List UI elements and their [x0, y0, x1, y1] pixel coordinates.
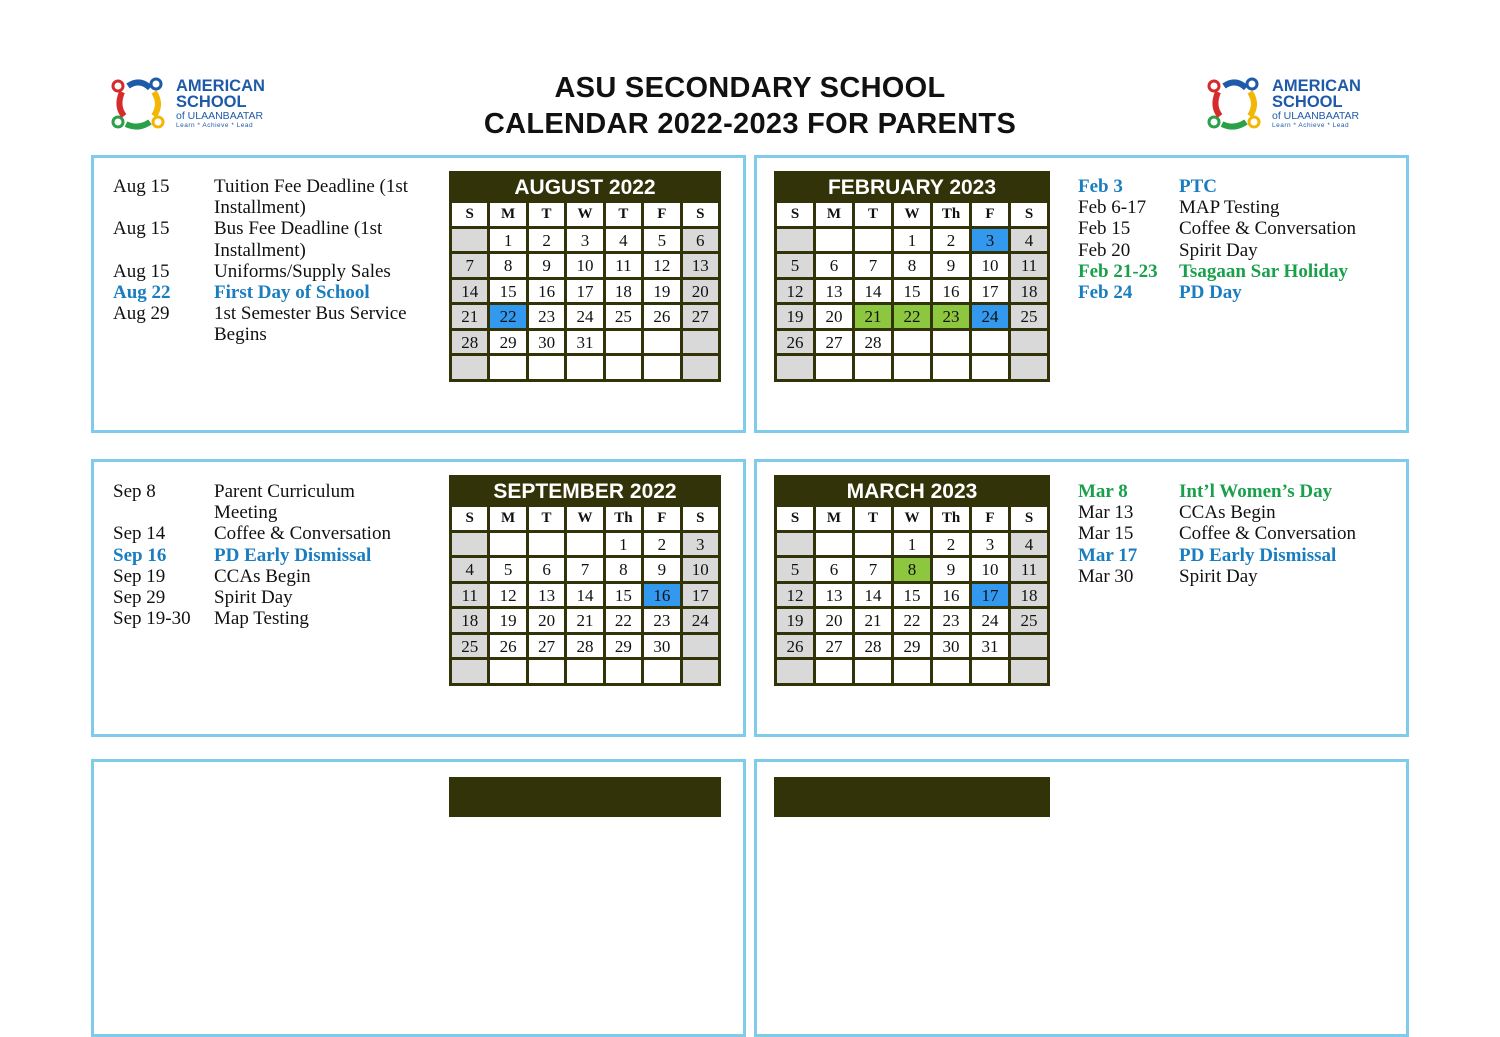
day-cell: 25 — [606, 305, 641, 328]
day-cell: 26 — [777, 635, 813, 658]
event-item — [1078, 197, 1379, 218]
day-cell: 3 — [683, 533, 718, 556]
weekday-header: Th — [933, 203, 969, 226]
day-cell: 8 — [894, 558, 930, 581]
day-cell: 18 — [452, 609, 487, 632]
day-cell: 28 — [855, 635, 891, 658]
empty-cell — [644, 331, 679, 354]
day-cell: 9 — [933, 558, 969, 581]
day-cell: 19 — [490, 609, 525, 632]
event-item — [1078, 261, 1379, 282]
day-cell: 22 — [606, 609, 641, 632]
day-cell: 21 — [567, 609, 602, 632]
event-item — [113, 303, 414, 345]
empty-cell — [1011, 660, 1047, 683]
weekday-header: T — [855, 507, 891, 530]
weekday-header: W — [894, 507, 930, 530]
event-date: Sep 8 — [113, 481, 156, 502]
month-title: FEBRUARY 2023 — [827, 176, 997, 199]
day-cell: 21 — [452, 305, 487, 328]
day-cell: 4 — [1011, 533, 1047, 556]
weekday-header: Th — [606, 507, 641, 530]
day-cell: 1 — [606, 533, 641, 556]
day-cell: 8 — [490, 254, 525, 277]
day-cell: 30 — [529, 331, 564, 354]
event-date: Feb 24 — [1078, 282, 1133, 304]
empty-cell — [452, 356, 487, 379]
empty-cell — [972, 356, 1008, 379]
day-cell: 7 — [855, 558, 891, 581]
event-text: Parent Curriculum Meeting — [214, 481, 355, 524]
weekday-header: S — [452, 507, 487, 530]
day-cell: 12 — [644, 254, 679, 277]
empty-cell — [777, 660, 813, 683]
event-date: Aug 15 — [113, 176, 170, 197]
event-list — [1078, 176, 1379, 303]
empty-cell — [894, 356, 930, 379]
day-cell: 29 — [490, 331, 525, 354]
day-cell: 16 — [933, 280, 969, 303]
day-cell: 25 — [1011, 305, 1047, 328]
event-text: Coffee & Conversation — [1179, 218, 1356, 240]
day-cell: 10 — [972, 254, 1008, 277]
empty-cell — [529, 356, 564, 379]
calendar-grid — [452, 507, 718, 683]
empty-cell — [606, 331, 641, 354]
empty-cell — [1011, 356, 1047, 379]
logo-figures-icon — [1206, 76, 1262, 132]
event-date: Feb 15 — [1078, 218, 1131, 240]
weekday-header: T — [529, 507, 564, 530]
empty-cell — [855, 356, 891, 379]
empty-cell — [452, 533, 487, 556]
event-item — [113, 566, 414, 587]
day-cell: 18 — [1011, 280, 1047, 303]
empty-cell — [816, 229, 852, 252]
day-cell: 10 — [972, 558, 1008, 581]
event-text: CCAs Begin — [214, 565, 311, 587]
day-cell: 10 — [683, 558, 718, 581]
empty-cell — [529, 660, 564, 683]
day-cell: 16 — [644, 584, 679, 607]
weekday-header: W — [894, 203, 930, 226]
day-cell: 1 — [894, 533, 930, 556]
day-cell: 27 — [816, 635, 852, 658]
day-cell: 21 — [855, 305, 891, 328]
day-cell: 8 — [894, 254, 930, 277]
day-cell: 29 — [894, 635, 930, 658]
event-text: PD Day — [1179, 282, 1242, 304]
event-text: Spirit Day — [1179, 565, 1258, 587]
empty-cell — [683, 331, 718, 354]
event-text: Spirit Day — [1179, 239, 1258, 261]
school-logo-left — [110, 76, 280, 136]
event-item — [113, 261, 414, 282]
event-date: Aug 15 — [113, 218, 170, 240]
weekday-header: M — [490, 203, 525, 226]
empty-cell — [529, 533, 564, 556]
logo-tagline: Learn * Achieve * Lead — [1272, 122, 1350, 129]
day-cell: 26 — [644, 305, 679, 328]
day-cell: 7 — [567, 558, 602, 581]
event-text: First Day of School — [214, 282, 370, 304]
weekday-header: T — [606, 203, 641, 226]
day-cell: 15 — [490, 280, 525, 303]
empty-cell — [567, 356, 602, 379]
day-cell: 7 — [452, 254, 487, 277]
weekday-header: S — [683, 203, 718, 226]
day-cell: 20 — [529, 609, 564, 632]
empty-cell — [933, 660, 969, 683]
event-text: Map Testing — [214, 608, 309, 630]
day-cell: 9 — [529, 254, 564, 277]
empty-cell — [933, 331, 969, 354]
empty-cell — [972, 331, 1008, 354]
event-list — [113, 481, 414, 629]
weekday-header: S — [777, 507, 813, 530]
day-cell: 23 — [644, 609, 679, 632]
empty-cell — [1011, 635, 1047, 658]
page-title-line1: ASU SECONDARY SCHOOL — [554, 72, 946, 104]
month-calendar — [774, 475, 1050, 686]
month-calendar — [449, 171, 721, 382]
empty-cell — [855, 660, 891, 683]
event-list — [1078, 481, 1379, 587]
day-cell: 1 — [894, 229, 930, 252]
day-cell: 28 — [567, 635, 602, 658]
logo-text: AMERICAN SCHOOL — [176, 77, 265, 111]
weekday-header: W — [567, 203, 602, 226]
weekday-header: S — [683, 507, 718, 530]
empty-cell — [606, 660, 641, 683]
day-cell: 14 — [855, 280, 891, 303]
empty-cell — [567, 533, 602, 556]
event-date: Sep 16 — [113, 544, 167, 566]
event-text: Tsagaan Sar Holiday — [1179, 260, 1348, 282]
panel-next-left — [91, 759, 746, 1037]
event-item — [113, 282, 414, 303]
weekday-header: T — [855, 203, 891, 226]
weekday-header: S — [1011, 203, 1047, 226]
event-date: Mar 15 — [1078, 523, 1134, 545]
calendar-grid — [777, 507, 1047, 683]
day-cell: 8 — [606, 558, 641, 581]
day-cell: 11 — [606, 254, 641, 277]
day-cell: 14 — [855, 584, 891, 607]
day-cell: 22 — [894, 609, 930, 632]
day-cell: 2 — [933, 229, 969, 252]
empty-cell — [816, 356, 852, 379]
day-cell: 27 — [683, 305, 718, 328]
event-text: Uniforms/Supply Sales — [214, 260, 391, 282]
empty-cell — [855, 533, 891, 556]
day-cell: 13 — [529, 584, 564, 607]
day-cell: 27 — [816, 331, 852, 354]
event-date: Sep 19-30 — [113, 608, 191, 630]
day-cell: 17 — [567, 280, 602, 303]
day-cell: 19 — [777, 609, 813, 632]
event-date: Mar 8 — [1078, 481, 1128, 502]
empty-cell — [490, 533, 525, 556]
day-cell: 12 — [490, 584, 525, 607]
event-text: Tuition Fee Deadline (1st Installment) — [214, 176, 409, 219]
month-title: MARCH 2023 — [846, 480, 978, 503]
day-cell: 7 — [855, 254, 891, 277]
month-title: AUGUST 2022 — [514, 176, 656, 199]
empty-cell — [933, 356, 969, 379]
event-text: Bus Fee Deadline (1st Installment) — [214, 218, 383, 261]
day-cell: 24 — [683, 609, 718, 632]
day-cell: 21 — [855, 609, 891, 632]
event-text: PD Early Dismissal — [214, 544, 372, 566]
event-text: Spirit Day — [214, 587, 293, 609]
day-cell: 17 — [972, 584, 1008, 607]
event-date: Sep 19 — [113, 565, 166, 587]
weekday-header: F — [644, 507, 679, 530]
event-item — [1078, 481, 1379, 502]
logo-subtext: of ULAANBAATAR — [176, 110, 264, 122]
day-cell: 11 — [452, 584, 487, 607]
event-item — [1078, 218, 1379, 239]
day-cell: 20 — [683, 280, 718, 303]
day-cell: 17 — [683, 584, 718, 607]
empty-cell — [816, 660, 852, 683]
day-cell: 22 — [490, 305, 525, 328]
empty-cell — [972, 660, 1008, 683]
day-cell: 31 — [972, 635, 1008, 658]
day-cell: 3 — [567, 229, 602, 252]
day-cell: 26 — [777, 331, 813, 354]
calendar-grid — [452, 203, 718, 379]
day-cell: 18 — [606, 280, 641, 303]
event-text: PD Early Dismissal — [1179, 544, 1337, 566]
empty-cell — [452, 660, 487, 683]
day-cell: 6 — [816, 558, 852, 581]
event-list — [113, 176, 414, 346]
empty-cell — [683, 356, 718, 379]
day-cell: 31 — [567, 331, 602, 354]
day-cell: 23 — [933, 305, 969, 328]
weekday-header: W — [567, 507, 602, 530]
event-text: Coffee & Conversation — [214, 523, 391, 545]
day-cell: 6 — [683, 229, 718, 252]
day-cell: 5 — [644, 229, 679, 252]
empty-cell — [490, 356, 525, 379]
day-cell: 15 — [606, 584, 641, 607]
empty-cell — [894, 331, 930, 354]
event-date: Feb 20 — [1078, 239, 1131, 261]
day-cell: 26 — [490, 635, 525, 658]
day-cell: 28 — [855, 331, 891, 354]
day-cell: 18 — [1011, 584, 1047, 607]
day-cell: 4 — [1011, 229, 1047, 252]
day-cell: 24 — [972, 609, 1008, 632]
event-item — [1078, 523, 1379, 544]
empty-cell — [777, 229, 813, 252]
empty-cell — [1011, 331, 1047, 354]
day-cell: 12 — [777, 584, 813, 607]
weekday-header: F — [644, 203, 679, 226]
day-cell: 19 — [644, 280, 679, 303]
day-cell: 29 — [606, 635, 641, 658]
day-cell: 30 — [933, 635, 969, 658]
day-cell: 5 — [490, 558, 525, 581]
day-cell: 3 — [972, 229, 1008, 252]
event-date: Aug 15 — [113, 260, 170, 282]
event-date: Mar 30 — [1078, 565, 1134, 587]
event-item — [113, 481, 414, 523]
empty-cell — [777, 533, 813, 556]
empty-cell — [644, 356, 679, 379]
day-cell: 13 — [683, 254, 718, 277]
day-cell: 3 — [972, 533, 1008, 556]
day-cell: 11 — [1011, 254, 1047, 277]
day-cell: 17 — [972, 280, 1008, 303]
day-cell: 23 — [933, 609, 969, 632]
event-date: Feb 6-17 — [1078, 197, 1147, 219]
event-item — [1078, 566, 1379, 587]
day-cell: 25 — [452, 635, 487, 658]
day-cell: 2 — [933, 533, 969, 556]
day-cell: 20 — [816, 609, 852, 632]
day-cell: 6 — [529, 558, 564, 581]
empty-cell — [567, 660, 602, 683]
day-cell: 11 — [1011, 558, 1047, 581]
day-cell: 14 — [452, 280, 487, 303]
event-date: Feb 3 — [1078, 176, 1123, 197]
event-item — [113, 587, 414, 608]
day-cell: 28 — [452, 331, 487, 354]
day-cell: 30 — [644, 635, 679, 658]
empty-cell — [894, 660, 930, 683]
day-cell: 4 — [606, 229, 641, 252]
event-item — [1078, 502, 1379, 523]
school-logo-right — [1206, 76, 1376, 136]
day-cell: 24 — [972, 305, 1008, 328]
logo-figures-icon — [110, 76, 166, 132]
day-cell: 14 — [567, 584, 602, 607]
day-cell: 20 — [816, 305, 852, 328]
empty-cell — [490, 660, 525, 683]
day-cell: 24 — [567, 305, 602, 328]
event-item — [113, 523, 414, 544]
event-text: PTC — [1179, 176, 1217, 197]
panel-next-right — [754, 759, 1409, 1037]
event-text: Int’l Women’s Day — [1179, 481, 1333, 502]
month-calendar — [449, 475, 721, 686]
weekday-header: M — [490, 507, 525, 530]
weekday-header: Th — [933, 507, 969, 530]
day-cell: 2 — [529, 229, 564, 252]
logo-tagline: Learn * Achieve * Lead — [176, 122, 254, 129]
event-item — [1078, 176, 1379, 197]
month-title: SEPTEMBER 2022 — [493, 480, 677, 503]
day-cell: 13 — [816, 584, 852, 607]
logo-subtext: of ULAANBAATAR — [1272, 110, 1360, 122]
weekday-header: T — [529, 203, 564, 226]
day-cell: 23 — [529, 305, 564, 328]
event-item — [1078, 545, 1379, 566]
empty-cell — [855, 229, 891, 252]
day-cell: 6 — [816, 254, 852, 277]
event-date: Sep 29 — [113, 587, 166, 609]
day-cell: 9 — [644, 558, 679, 581]
day-cell: 5 — [777, 254, 813, 277]
day-cell: 27 — [529, 635, 564, 658]
event-date: Mar 13 — [1078, 502, 1134, 524]
day-cell: 9 — [933, 254, 969, 277]
empty-cell — [777, 356, 813, 379]
calendar-grid — [777, 203, 1047, 379]
event-date: Aug 22 — [113, 282, 171, 304]
day-cell: 15 — [894, 280, 930, 303]
weekday-header: S — [777, 203, 813, 226]
day-cell: 25 — [1011, 609, 1047, 632]
day-cell: 4 — [452, 558, 487, 581]
weekday-header: F — [972, 203, 1008, 226]
weekday-header: S — [452, 203, 487, 226]
empty-cell — [683, 635, 718, 658]
empty-cell — [816, 533, 852, 556]
logo-text: AMERICAN SCHOOL — [1272, 77, 1361, 111]
event-item — [1078, 240, 1379, 261]
event-item — [113, 608, 414, 629]
day-cell: 22 — [894, 305, 930, 328]
event-date: Aug 29 — [113, 303, 170, 325]
weekday-header: F — [972, 507, 1008, 530]
day-cell: 5 — [777, 558, 813, 581]
event-text: 1st Semester Bus Service Begins — [214, 303, 407, 346]
event-item — [113, 218, 414, 260]
event-item — [113, 545, 414, 566]
empty-cell — [683, 660, 718, 683]
day-cell: 12 — [777, 280, 813, 303]
event-date: Feb 21-23 — [1078, 260, 1158, 282]
event-date: Mar 17 — [1078, 544, 1138, 566]
day-cell: 15 — [894, 584, 930, 607]
empty-cell — [606, 356, 641, 379]
weekday-header: S — [1011, 507, 1047, 530]
weekday-header: M — [816, 203, 852, 226]
empty-cell — [644, 660, 679, 683]
day-cell: 13 — [816, 280, 852, 303]
event-item — [1078, 282, 1379, 303]
event-text: CCAs Begin — [1179, 502, 1276, 524]
event-text: Coffee & Conversation — [1179, 523, 1356, 545]
event-date: Sep 14 — [113, 523, 166, 545]
day-cell: 10 — [567, 254, 602, 277]
day-cell: 2 — [644, 533, 679, 556]
day-cell: 16 — [529, 280, 564, 303]
weekday-header: M — [816, 507, 852, 530]
month-calendar — [774, 171, 1050, 382]
page-title-line2: CALENDAR 2022-2023 FOR PARENTS — [483, 108, 1017, 140]
event-text: MAP Testing — [1179, 197, 1280, 219]
day-cell: 19 — [777, 305, 813, 328]
event-item — [113, 176, 414, 218]
empty-cell — [452, 229, 487, 252]
day-cell: 1 — [490, 229, 525, 252]
day-cell: 16 — [933, 584, 969, 607]
